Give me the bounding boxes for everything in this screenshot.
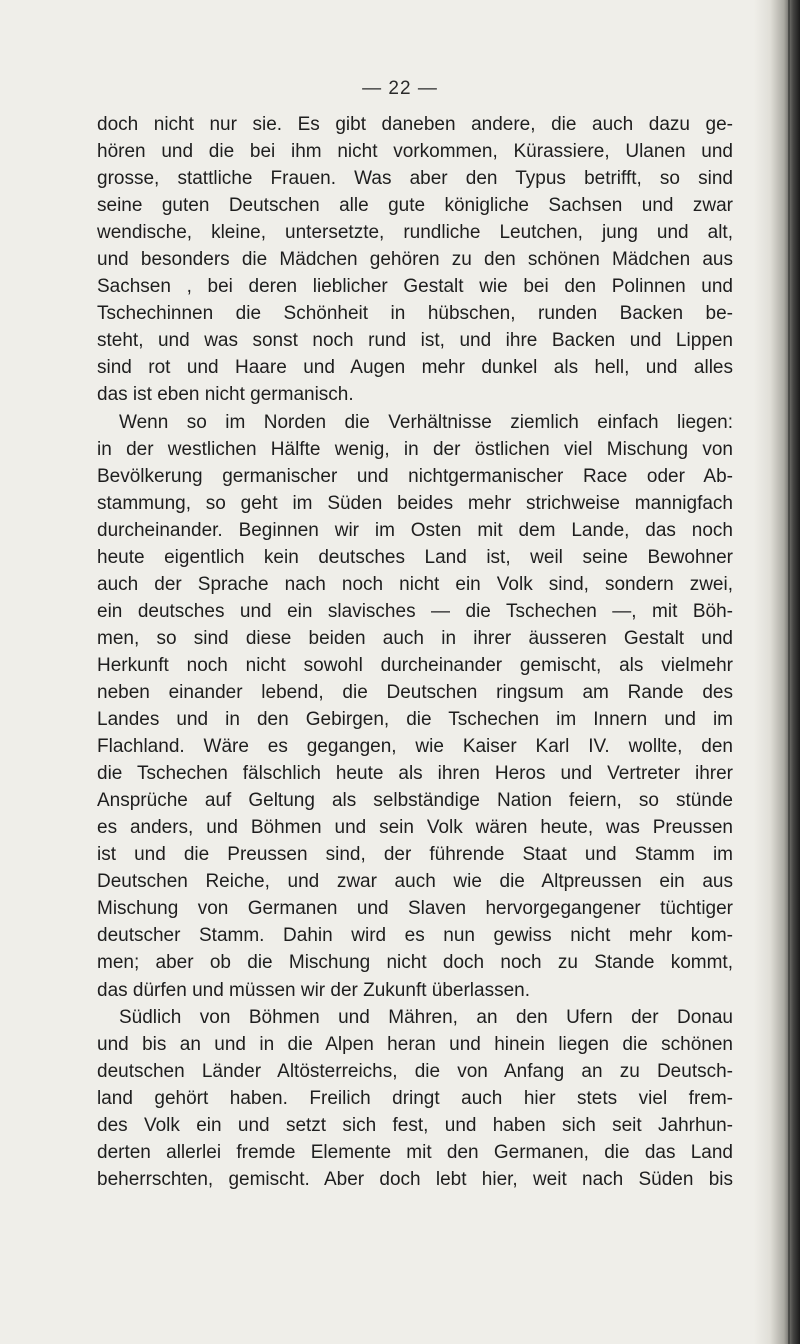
text-line: die Tschechen fälschlich heute als ihren Heros und Vertreter ihrer — [97, 763, 733, 785]
text-line: Tschechinnen die Schönheit in hübschen, runden Backen be- — [97, 303, 733, 325]
text-line: deutschen Länder Altösterreichs, die von Anfang an zu Deutsch- — [97, 1060, 733, 1082]
text-line: Wenn so im Norden die Verhältnisse ziemlich einfach liegen: — [119, 411, 733, 433]
text-line: Mischung von Germanen und Slaven hervorgegangener tüchtiger — [97, 898, 733, 920]
text-line: steht, und was sonst noch rund ist, und ihre Backen und Lippen — [97, 330, 733, 352]
text-line: Bevölkerung germanischer und nichtgermanischer Race oder Ab- — [97, 465, 733, 487]
text-line: land gehört haben. Freilich dringt auch hier stets viel frem- — [97, 1087, 733, 1109]
page-binding-line — [788, 0, 790, 1344]
text-line: deutscher Stamm. Dahin wird es nun gewiss nicht mehr kom- — [97, 925, 733, 947]
text-line: grosse, stattliche Frauen. Was aber den Typus betrifft, so sind — [97, 168, 733, 190]
text-line: ein deutsches und ein slavisches — die Tschechen —, mit Böh- — [97, 600, 733, 622]
text-line: doch nicht nur sie. Es gibt daneben andere, die auch dazu ge- — [97, 114, 733, 135]
text-line: des Volk ein und setzt sich fest, und haben sich seit Jahrhun- — [97, 1114, 733, 1136]
text-line: stammung, so geht im Süden beides mehr strichweise mannigfach — [97, 492, 733, 514]
text-line: Südlich von Böhmen und Mähren, an den Ufern der Donau — [119, 1006, 733, 1028]
text-line: hören und die bei ihm nicht vorkommen, Kürassiere, Ulanen und — [97, 141, 733, 163]
body-text — [97, 111, 733, 1193]
text-line: und bis an und in die Alpen heran und hinein liegen die schönen — [97, 1033, 733, 1055]
text-line: neben einander lebend, die Deutschen ringsum am Rande des — [97, 681, 733, 703]
text-line: sind rot und Haare und Augen mehr dunkel als hell, und alles — [97, 357, 733, 379]
text-line: Flachland. Wäre es gegangen, wie Kaiser Karl IV. wollte, den — [97, 736, 733, 758]
page-number: — 22 — — [362, 78, 438, 99]
text-line: men, so sind diese beiden auch in ihrer äusseren Gestalt und — [97, 627, 733, 649]
text-line: in der westlichen Hälfte wenig, in der östlichen viel Mischung von — [97, 438, 733, 460]
text-line: seine guten Deutschen alle gute königliche Sachsen und zwar — [97, 195, 733, 217]
text-line: ist und die Preussen sind, der führende Staat und Stamm im — [97, 844, 733, 866]
text-line: das ist eben nicht germanisch. — [97, 384, 354, 406]
text-line: heute eigentlich kein deutsches Land ist, weil seine Bewohner — [97, 546, 733, 568]
text-line: Herkunft noch nicht sowohl durcheinander gemischt, als vielmehr — [97, 654, 733, 676]
text-line: wendische, kleine, untersetzte, rundliche Leutchen, jung und alt, — [97, 222, 733, 244]
text-line: Landes und in den Gebirgen, die Tschechen im Innern und im — [97, 709, 733, 731]
text-line: Sachsen , bei deren lieblicher Gestalt wie bei den Polinnen und — [97, 276, 733, 298]
text-line: und besonders die Mädchen gehören zu den schönen Mädchen aus — [97, 249, 733, 271]
text-line: Ansprüche auf Geltung als selbständige Nation feiern, so stünde — [97, 790, 733, 812]
text-line: beherrschten, gemischt. Aber doch lebt hier, weit nach Süden bis — [97, 1168, 733, 1190]
text-line: es anders, und Böhmen und sein Volk wären heute, was Preussen — [97, 817, 733, 839]
text-line: men; aber ob die Mischung nicht doch noch zu Stande kommt, — [97, 952, 733, 974]
text-line: durcheinander. Beginnen wir im Osten mit dem Lande, das noch — [97, 519, 733, 541]
text-line: derten allerlei fremde Elemente mit den Germanen, die das Land — [97, 1141, 733, 1163]
text-line: auch der Sprache nach noch nicht ein Volk sind, sondern zwei, — [97, 573, 733, 595]
text-line: das dürfen und müssen wir der Zukunft überlassen. — [97, 979, 531, 1001]
page-binding-edge — [754, 0, 800, 1344]
text-line: Deutschen Reiche, und zwar auch wie die Altpreussen ein aus — [97, 871, 733, 893]
